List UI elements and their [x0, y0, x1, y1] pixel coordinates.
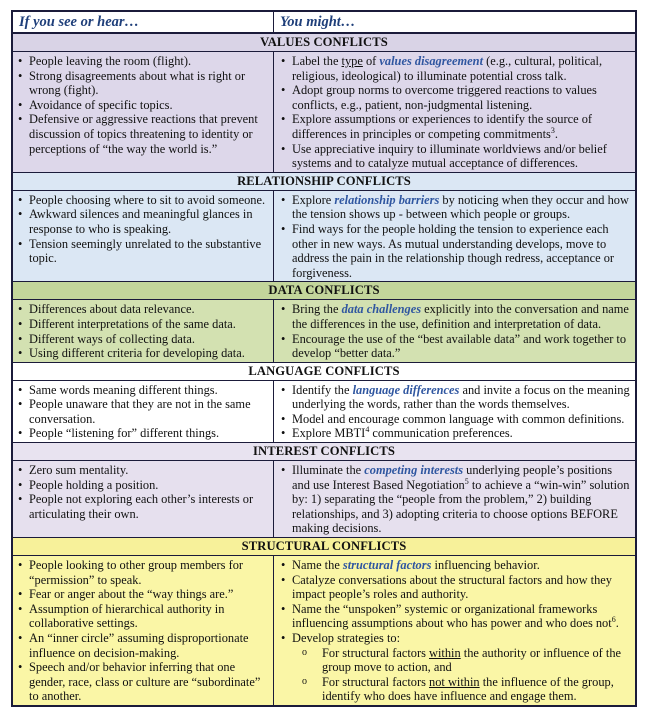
- section-values-conflicts: [13, 33, 635, 172]
- section-title: VALUES CONFLICTS: [13, 34, 635, 52]
- action-item: • Illuminate the competing interests underlying people’s positions and use Interest Based Negotiation$^5$ to achieve a “win-win” solution by: 1) separating the “people from the problem,” 2) building relationships, and 3) adopting criteria to choose options BEFORE making decisions.: [280, 463, 631, 536]
- section-title: INTEREST CONFLICTS: [13, 443, 635, 461]
- conflict-guide-table: [11, 10, 637, 707]
- signs-column: [13, 381, 274, 442]
- signs-column: [13, 52, 274, 172]
- action-item: • Explore relationship barriers by noticing when they occur and how the tension shows up - between which people or groups.: [280, 193, 631, 222]
- sign-item: • People choosing where to sit to avoid someone.: [17, 193, 269, 208]
- sign-item: • Using different criteria for developing data.: [17, 346, 269, 361]
- section-title: DATA CONFLICTS: [13, 282, 635, 300]
- action-item: • Find ways for the people holding the tension to experience each other in new ways. As mutual understanding develops, move to address the pain in the relationship though redress, acceptance or forgiveness.: [280, 222, 631, 280]
- sub-action-item: o For structural factors within the authority or influence of the group move to action, and: [280, 646, 631, 675]
- action-item: • Name the “unspoken” systemic or organizational frameworks influencing assumptions about who has power and who does not$^6$.: [280, 602, 631, 631]
- signs-column: [13, 300, 274, 361]
- sign-item: • Strong disagreements about what is right or wrong (fight).: [17, 69, 269, 98]
- key-term: relationship barriers: [334, 192, 440, 207]
- sign-item: • Speech and/or behavior inferring that one gender, race, class or culture are “subordinate” to another.: [17, 660, 269, 704]
- action-item: • Catalyze conversations about the structural factors and how they impact people’s roles and authority.: [280, 573, 631, 602]
- sign-item: • People “listening for” different things.: [17, 426, 269, 441]
- action-item: • Explore assumptions or experiences to identify the source of differences in principles or competing commitments$^3$.: [280, 112, 631, 141]
- sign-item: • Differences about data relevance.: [17, 302, 269, 317]
- sign-item: • Zero sum mentality.: [17, 463, 269, 478]
- section-title: LANGUAGE CONFLICTS: [13, 363, 635, 381]
- action-item: • Model and encourage common language with common definitions.: [280, 412, 631, 427]
- signs-column: [13, 461, 274, 537]
- sub-action-item: o For structural factors not within the influence of the group, identify who does have influence and engage them.: [280, 675, 631, 704]
- sign-item: • Different interpretations of the same data.: [17, 317, 269, 332]
- actions-column: [274, 556, 635, 705]
- sign-item: • Same words meaning different things.: [17, 383, 269, 398]
- footnote-ref: 5: [464, 476, 469, 486]
- table-header: [13, 12, 635, 33]
- signs-column: [13, 556, 274, 705]
- section-relationship-conflicts: [13, 172, 635, 282]
- key-term: structural factors: [342, 558, 432, 573]
- section-language-conflicts: [13, 362, 635, 442]
- action-item: • Explore MBTI$^4$ communication preferences.: [280, 426, 631, 441]
- key-term: language differences: [352, 382, 460, 397]
- actions-column: [274, 191, 635, 282]
- footnote-ref: 3: [550, 125, 555, 135]
- section-title: STRUCTURAL CONFLICTS: [13, 538, 635, 556]
- section-structural-conflicts: [13, 537, 635, 705]
- actions-column: [274, 52, 635, 172]
- sign-item: • Fear or anger about the “way things are.”: [17, 587, 269, 602]
- sign-item: • People leaving the room (flight).: [17, 54, 269, 69]
- section-data-conflicts: [13, 281, 635, 361]
- sign-item: • Different ways of collecting data.: [17, 332, 269, 347]
- action-item: • Encourage the use of the “best available data” and work together to develop “better data.”: [280, 332, 631, 361]
- sign-item: • People looking to other group members for “permission” to speak.: [17, 558, 269, 587]
- header-if-you-see: If you see or hear…: [13, 12, 274, 32]
- key-term: competing interests: [364, 463, 464, 478]
- action-item: • Name the structural factors influencing behavior.: [280, 558, 631, 573]
- action-item: • Use appreciative inquiry to illuminate worldviews and/or belief systems and to catalyze mutual acceptance of differences.: [280, 142, 631, 171]
- sign-item: • An “inner circle” assuming disproportionate influence on decision-making.: [17, 631, 269, 660]
- sign-item: • Defensive or aggressive reactions that prevent discussion of topics threatening to identity or perceptions of “the way the world is.”: [17, 112, 269, 156]
- action-item: • Adopt group norms to overcome triggered reactions to values conflicts, e.g., patient, non-judgmental listening.: [280, 83, 631, 112]
- signs-column: [13, 191, 274, 282]
- footnote-ref: 6: [611, 615, 616, 625]
- sign-item: • People not exploring each other’s interests or articulating their own.: [17, 492, 269, 521]
- action-item: • Develop strategies to:: [280, 631, 631, 646]
- action-item: • Bring the data challenges explicitly into the conversation and name the differences in the use, definition and interpretation of data.: [280, 302, 631, 331]
- actions-column: [274, 461, 635, 537]
- sign-item: • Assumption of hierarchical authority in collaborative settings.: [17, 602, 269, 631]
- actions-column: [274, 300, 635, 361]
- actions-column: [274, 381, 635, 442]
- footnote-ref: 4: [365, 425, 370, 435]
- sign-item: • Awkward silences and meaningful glances in response to who is speaking.: [17, 207, 269, 236]
- action-item: • Label the type of values disagreement (e.g., cultural, political, religious, ideological) to illuminate potential cross talk.: [280, 54, 631, 83]
- header-you-might: You might…: [280, 14, 356, 30]
- key-term: values disagreement: [379, 54, 484, 68]
- sign-item: • Avoidance of specific topics.: [17, 98, 269, 113]
- action-item: • Identify the language differences and invite a focus on the meaning underlying the words, rather than the words themselves.: [280, 383, 631, 412]
- section-interest-conflicts: [13, 442, 635, 537]
- sign-item: • People unaware that they are not in the same conversation.: [17, 397, 269, 426]
- key-term: data challenges: [341, 302, 422, 317]
- sign-item: • Tension seemingly unrelated to the substantive topic.: [17, 237, 269, 266]
- sign-item: • People holding a position.: [17, 478, 269, 493]
- section-title: RELATIONSHIP CONFLICTS: [13, 173, 635, 191]
